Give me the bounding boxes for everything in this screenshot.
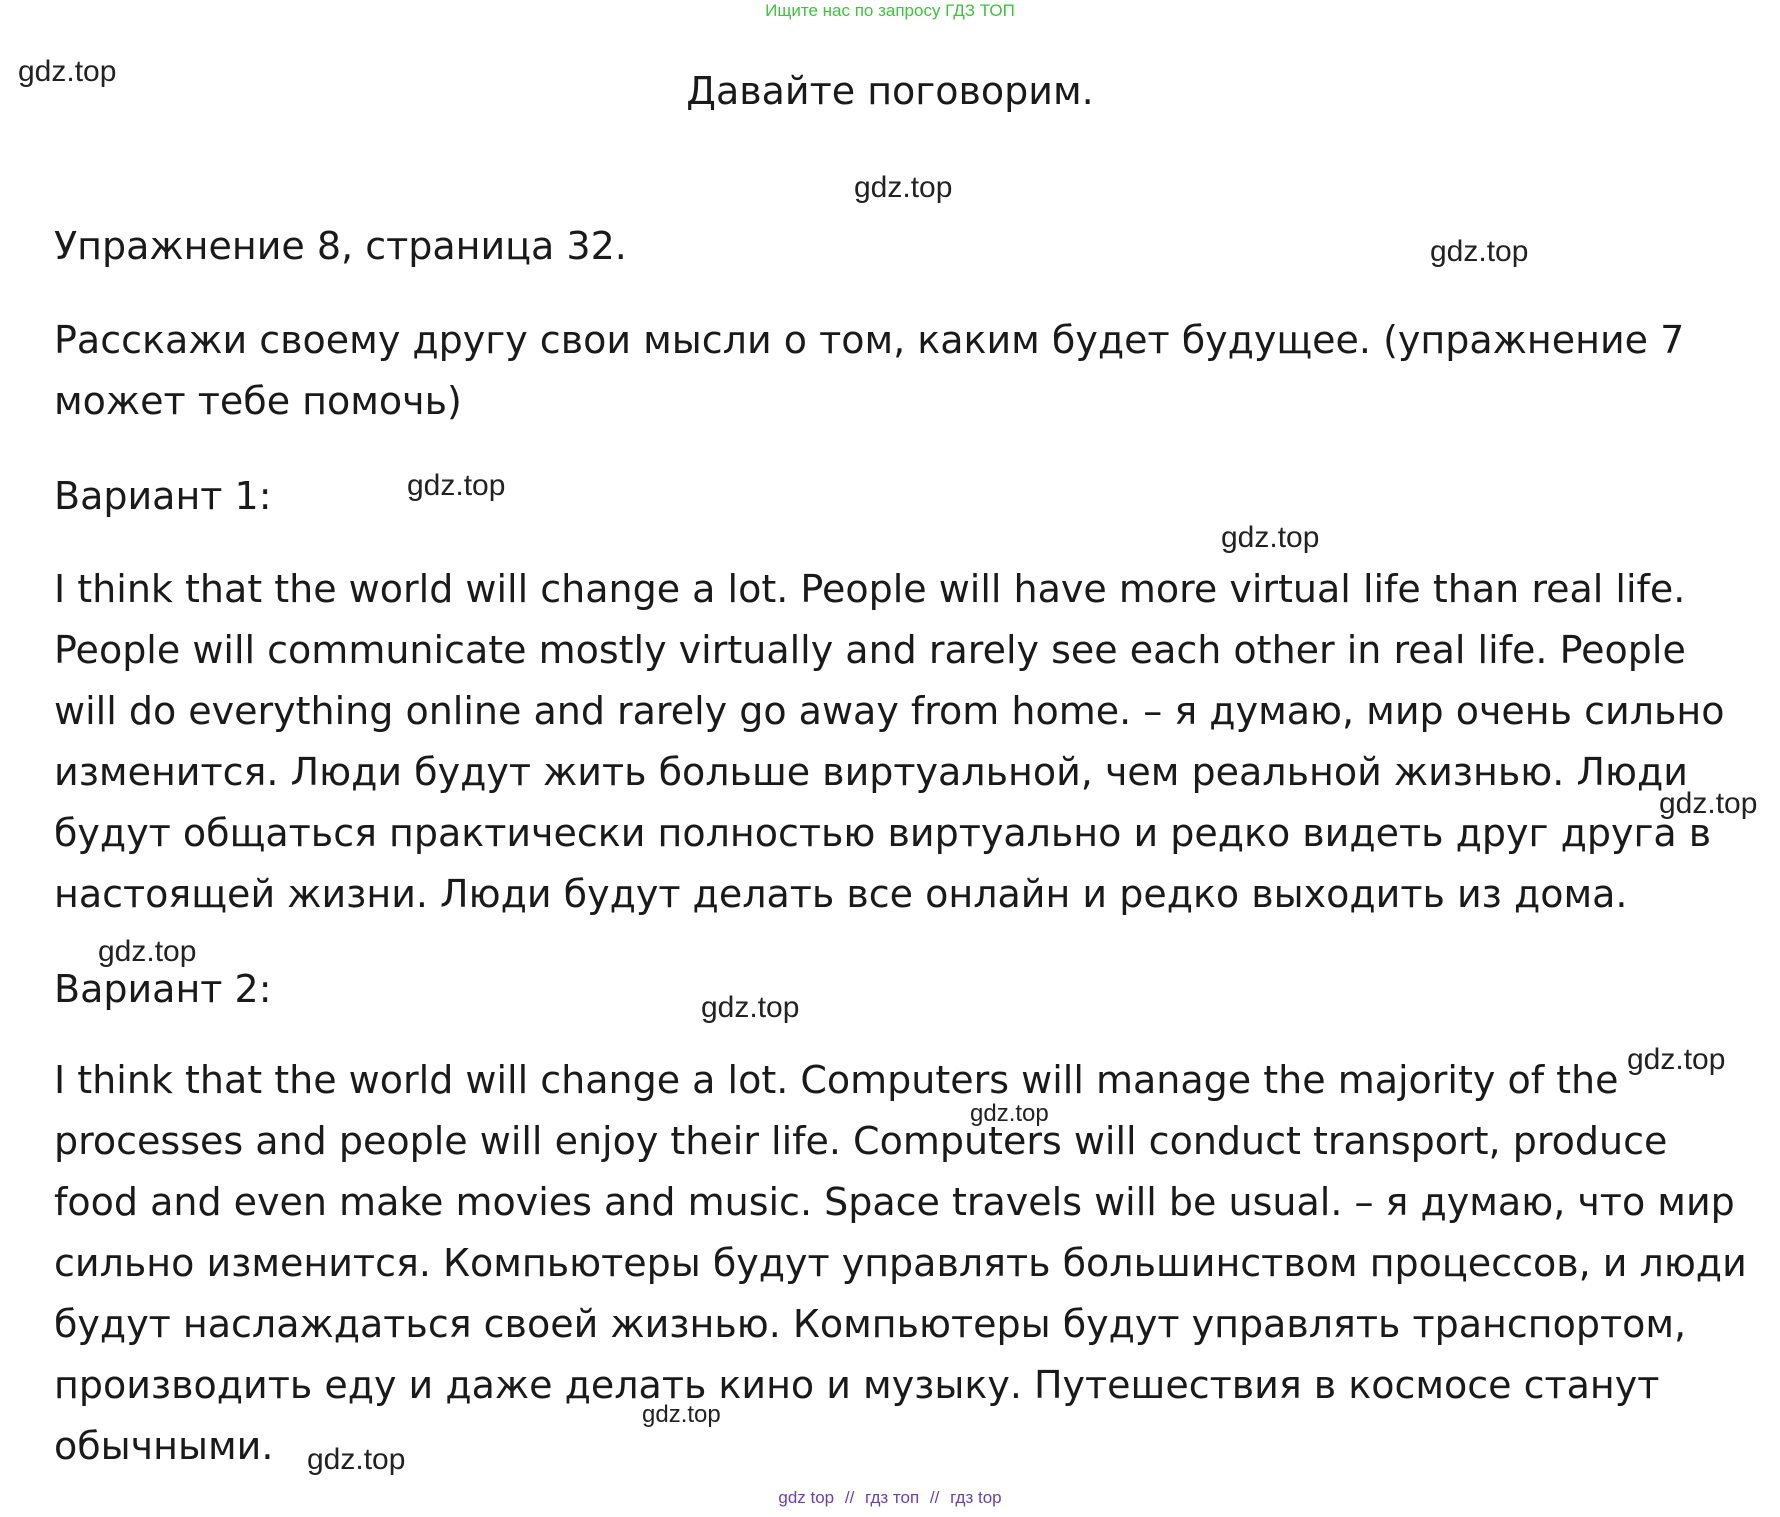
variant-1-line: изменится. Люди будут жить больше виртуальной, чем реальной жизнью. Люди xyxy=(54,750,1688,794)
footer-link[interactable]: гдз топ xyxy=(865,1488,920,1507)
footer-link[interactable]: гдз top xyxy=(950,1488,1002,1507)
variant-1-text xyxy=(54,559,1725,925)
instruction-line: может тебе помочь) xyxy=(54,379,462,423)
footer-links xyxy=(0,1487,1780,1509)
watermark: gdz.top xyxy=(307,1443,406,1476)
variant-1-label: Вариант 1: xyxy=(54,474,272,518)
footer-separator: // xyxy=(929,1488,940,1507)
variant-2-line: I think that the world will change a lot. Computers will manage the majority of the xyxy=(54,1058,1619,1102)
variant-2-line: обычными. xyxy=(54,1424,274,1468)
variant-1-line: People will communicate mostly virtually and rarely see each other in real life. People xyxy=(54,628,1686,672)
watermark: gdz.top xyxy=(407,469,506,502)
exercise-heading: Упражнение 8, страница 32. xyxy=(54,224,627,268)
instruction-line: Расскажи своему другу свои мысли о том, каким будет будущее. (упражнение 7 xyxy=(54,318,1685,362)
watermark: gdz.top xyxy=(642,1401,721,1428)
variant-2-line: сильно изменится. Компьютеры будут управлять большинством процессов, и люди xyxy=(54,1241,1747,1285)
variant-1-line: настоящей жизни. Люди будут делать все онлайн и редко выходить из дома. xyxy=(54,872,1628,916)
watermark: gdz.top xyxy=(1221,521,1320,554)
watermark: gdz.top xyxy=(18,55,117,88)
variant-1-line: будут общаться практически полностью виртуально и редко видеть друг друга в xyxy=(54,811,1712,855)
top-banner: Ищите нас по запросу ГДЗ ТОП xyxy=(765,1,1015,20)
variant-2-label: Вариант 2: xyxy=(54,967,272,1011)
exercise-instruction xyxy=(54,310,1684,432)
variant-1-line: will do everything online and rarely go away from home. – я думаю, мир очень сильно xyxy=(54,689,1725,733)
page-title: Давайте поговорим. xyxy=(686,69,1094,113)
watermark: gdz.top xyxy=(98,935,197,968)
watermark: gdz.top xyxy=(970,1100,1049,1127)
watermark: gdz.top xyxy=(1627,1043,1726,1076)
footer-link[interactable]: gdz top xyxy=(778,1488,835,1507)
variant-2-line: food and even make movies and music. Space travels will be usual. – я думаю, что мир xyxy=(54,1180,1735,1224)
variant-1-line: I think that the world will change a lot. People will have more virtual life than real life. xyxy=(54,567,1686,611)
watermark: gdz.top xyxy=(854,171,953,204)
variant-2-line: будут наслаждаться своей жизнью. Компьютеры будут управлять транспортом, xyxy=(54,1302,1687,1346)
watermark: gdz.top xyxy=(1659,787,1758,820)
variant-2-text xyxy=(54,1050,1747,1477)
variant-2-line: производить еду и даже делать кино и музыку. Путешествия в космосе станут xyxy=(54,1363,1660,1407)
variant-2-line: processes and people will enjoy their life. Computers will conduct transport, produce xyxy=(54,1119,1668,1163)
watermark: gdz.top xyxy=(1430,235,1529,268)
watermark: gdz.top xyxy=(701,991,800,1024)
footer-separator: // xyxy=(844,1488,855,1507)
